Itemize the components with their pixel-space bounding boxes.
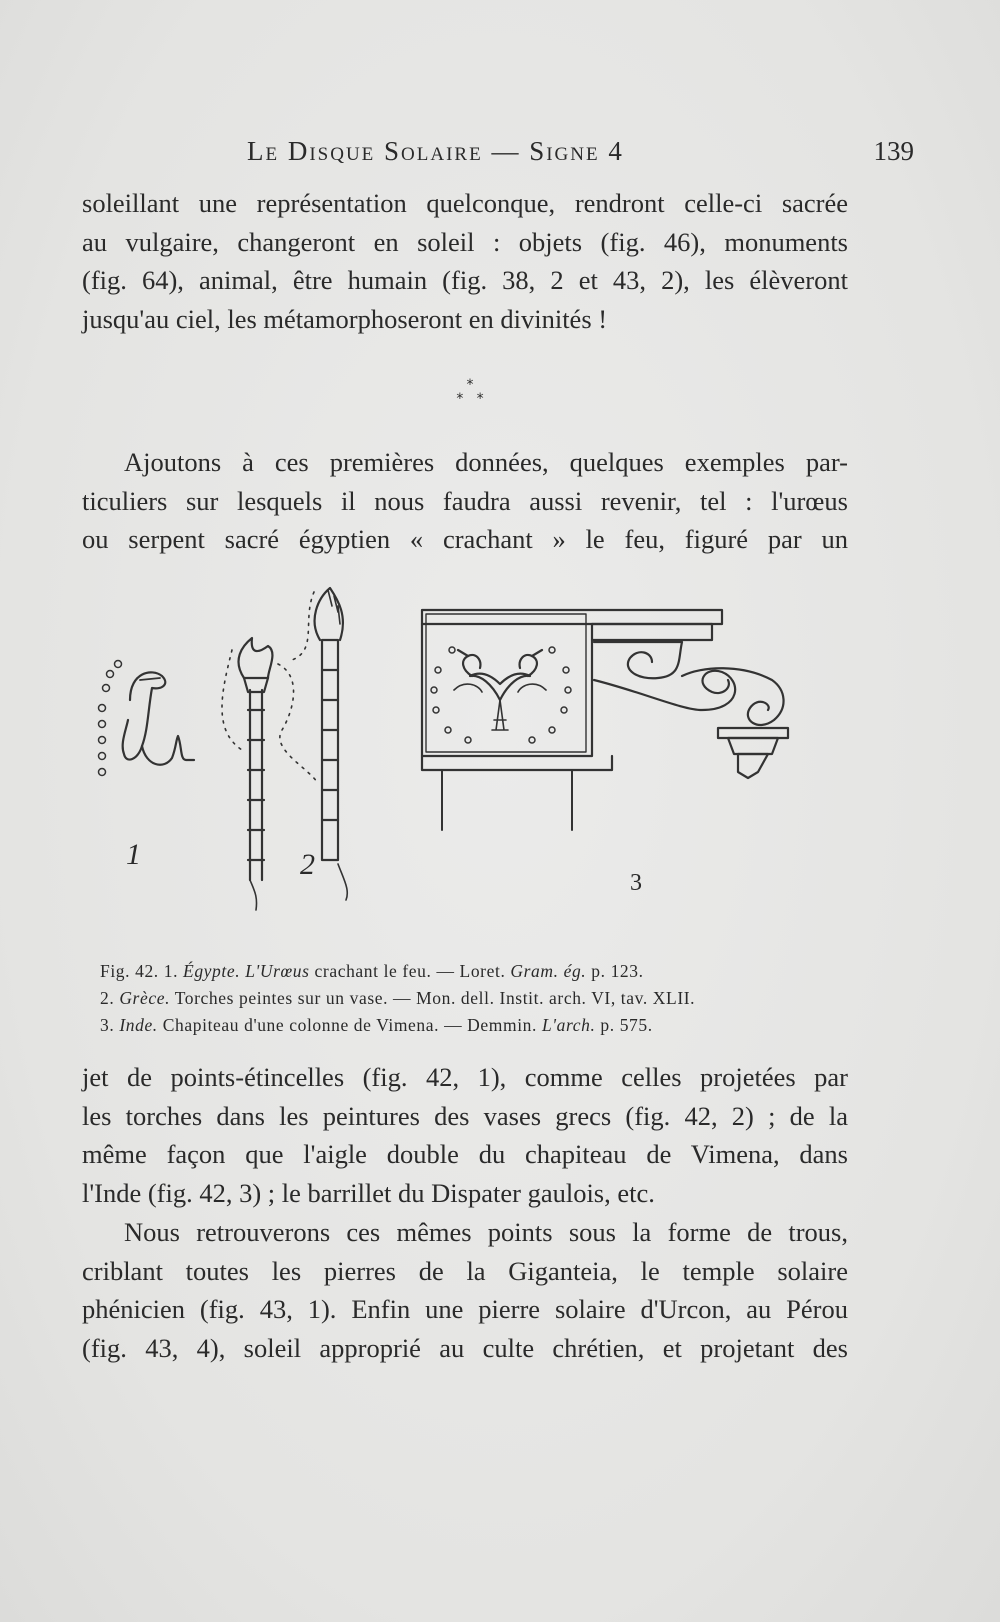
figure-label-1: 1 [126,838,141,871]
torches-drawing [239,588,348,910]
text-line: ou serpent sacré égyptien « crachant » le feu, figuré par un [82,524,848,554]
figure-label-2: 2 [300,848,315,881]
text-line: Ajoutons à ces premières données, quelques exemples par- [124,447,848,477]
caption-line-3: 3. Inde. Chapiteau d'une colonne de Vimena. — Demmin. L'arch. p. 575. [100,1015,653,1035]
text-line: jet de points-étincelles (fig. 42, 1), comme celles projetées par [82,1062,848,1092]
torch-spark-trails [222,592,318,784]
text-line: jusqu'au ciel, les métamorphoseront en divinités ! [82,303,608,334]
caption-line-1: Fig. 42. 1. Égypte. L'Urœus crachant le feu. — Loret. Gram. ég. p. 123. [100,961,644,981]
figure-illustration [82,580,852,950]
text-line: au vulgaire, changeront en soleil : objets (fig. 46), monuments [82,226,848,257]
text-line: (fig. 43, 4), soleil approprié au culte chrétien, et projetant des [82,1332,848,1363]
text-line: phénicien (fig. 43, 1). Enfin une pierre solaire d'Urcon, au Pérou [82,1294,848,1324]
paragraph-3 [82,1058,848,1212]
text-line: les torches dans les peintures des vases grecs (fig. 42, 2) ; de la [82,1100,848,1131]
paragraph-4 [82,1213,848,1367]
capital-spark-dots [431,647,571,743]
star-bottom: * * [456,391,484,407]
text-line: criblant toutes les pierres de la Giganteia, le temple solaire [82,1255,848,1286]
caption-line-2: 2. Grèce. Torches peintes sur un vase. — Mon. dell. Instit. arch. VI, tav. XLII. [100,988,696,1008]
running-head [82,136,914,172]
text-line: Nous retrouverons ces mêmes points sous la forme de trous, [124,1217,848,1247]
paragraph-1 [82,184,848,338]
uraeus-serpent-drawing [123,672,194,764]
text-line: l'Inde (fig. 42, 3) ; le barrillet du Dispater gaulois, etc. [82,1177,655,1208]
text-line: (fig. 64), animal, être humain (fig. 38, 2 et 43, 2), les élèveront [82,265,848,295]
capital-drawing [422,610,788,830]
figure-label-3: 3 [630,870,642,896]
text-line: ticuliers sur lesquels il nous faudra aussi revenir, tel : l'urœus [82,485,848,516]
spark-dots [99,661,122,776]
text-line: soleillant une représentation quelconque, rendront celle-ci sacrée [82,188,848,218]
page-number: 139 [873,136,914,166]
figure-42 [82,580,852,950]
text-line: même façon que l'aigle double du chapiteau de Vimena, dans [82,1139,848,1169]
figure-caption [100,958,860,1039]
star-top: * [466,377,474,393]
running-title: Le Disque Solaire — Signe 4 [247,136,624,166]
section-separator-stars [440,378,500,414]
paragraph-2 [82,443,848,559]
